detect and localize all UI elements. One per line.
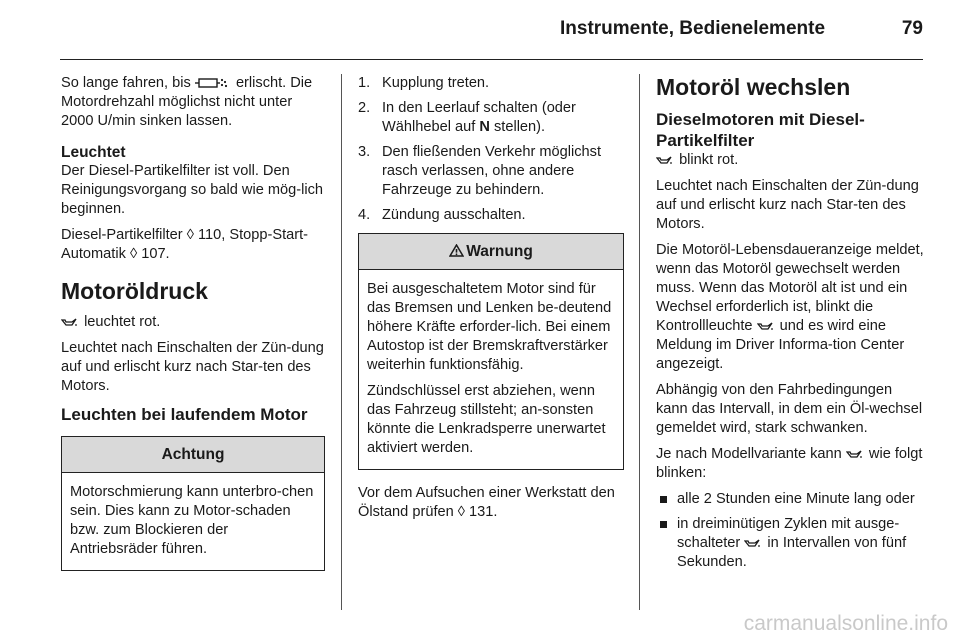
column-divider: [341, 74, 342, 610]
caution-box: [61, 436, 325, 571]
header-title: Instrumente, Bedienelemente: [560, 18, 826, 39]
oil-change-heading: Motoröl wechslen: [656, 74, 851, 100]
square-bullet: [660, 521, 667, 528]
leuchtet-text: Der Diesel-Partikelfilter ist voll. Den Reinigungsvorgang so bald wie mög-lich beginnen.: [61, 163, 324, 217]
list-item: 3. Den fließenden Verkehr möglichst rasch verlassen, ohne andere Fahrzeuge zu behindern.: [358, 144, 602, 198]
warning-box: [358, 233, 624, 470]
leuchtet-heading: Leuchtet: [61, 144, 126, 161]
list-item: in dreiminütigen Zyklen mit ausge-schalteter in Intervallen von fünf Sekunden.: [656, 515, 924, 572]
diesel-particulate-filter-icon: [195, 76, 229, 90]
oil-text-4: Je nach Modellvariante kann wie folgt blinken:: [656, 446, 923, 481]
caution-title: Achtung: [62, 437, 324, 473]
list-item: alle 2 Stunden eine Minute lang oder: [656, 490, 924, 509]
square-bullet: [660, 496, 667, 503]
oil-text-1: Leuchtet nach Einschalten der Zün-dung auf und erlischt kurz nach Star-ten des Motors.: [656, 178, 919, 232]
oil-can-icon: [744, 538, 760, 548]
oil-pressure-heading: Motoröldruck: [61, 278, 208, 304]
dpf-engines-subheading: Dieselmotoren mit Diesel-Partikelfilter: [656, 110, 865, 150]
list-item: 1. Kupplung treten.: [358, 75, 490, 91]
warning-text-2: Zündschlüssel erst abziehen, wenn das Fahrzeug stillsteht; an-sonsten könnte die Lenkradsperre unerwartet aktiviert werden.: [367, 383, 606, 456]
oil-can-icon: [846, 449, 862, 459]
caution-text: Motorschmierung kann unterbro-chen sein. Dies kann zu Motor-schaden bzw. zum Blockieren der Antriebsräder führen.: [70, 484, 314, 557]
list-item: 4. Zündung ausschalten.: [358, 207, 526, 223]
oil-text-2: Die Motoröl-Lebensdaueranzeige meldet, wenn das Motoröl gewechselt werden muss. Wenn das Motoröl alt ist und ein Wechsel erforderlich ist, blinkt die Kontrollleuchte und es wird eine Meldung im Driver Informa-tion Center angezeigt.: [656, 242, 924, 372]
watermark: carmanualsonline.info: [743, 612, 948, 635]
oil-can-icon: [61, 317, 77, 327]
list-item: 2. In den Leerlauf schalten (oder Wählhebel auf N stellen).: [358, 100, 576, 135]
warning-triangle-icon: [449, 244, 464, 257]
oil-pressure-status: leuchtet rot.: [61, 313, 325, 332]
oil-text-3: Abhängig von den Fahrbedingungen kann das Intervall, in dem ein Öl-wechsel gemeldet wird, stark schwanken.: [656, 382, 923, 436]
column-middle: [358, 74, 624, 529]
blink-status: blinkt rot.: [656, 151, 924, 170]
oil-can-icon: [757, 321, 773, 331]
steps-list: [358, 74, 624, 225]
workshop-note: Vor dem Aufsuchen einer Werkstatt den Ölstand prüfen ◊ 131.: [358, 485, 615, 520]
column-right: [656, 74, 924, 578]
blink-patterns-list: [656, 490, 924, 572]
column-divider: [639, 74, 640, 610]
oil-can-icon: [656, 155, 672, 165]
dpf-intro: So lange fahren, bis erlischt. Die Motordrehzahl möglichst nicht unter 2000 U/min sinken lassen.: [61, 75, 313, 129]
warning-title: Warnung: [359, 234, 623, 270]
running-engine-heading: Leuchten bei laufendem Motor: [61, 405, 308, 424]
page-number: 79: [901, 18, 923, 39]
warning-text-1: Bei ausgeschaltetem Motor sind für das Bremsen und Lenken be-deutend höhere Kräfte erforder-lich. Bei einem Autostop ist der Bremskraftverstärker weiterhin funktionsfähig.: [367, 281, 612, 373]
cross-references: Diesel-Partikelfilter ◊ 110, Stopp-Start-Automatik ◊ 107.: [61, 227, 309, 262]
oil-pressure-text: Leuchtet nach Einschalten der Zün-dung auf und erlischt kurz nach Star-ten des Motors.: [61, 340, 324, 394]
column-left: [61, 74, 325, 571]
header-rule: [60, 59, 923, 60]
